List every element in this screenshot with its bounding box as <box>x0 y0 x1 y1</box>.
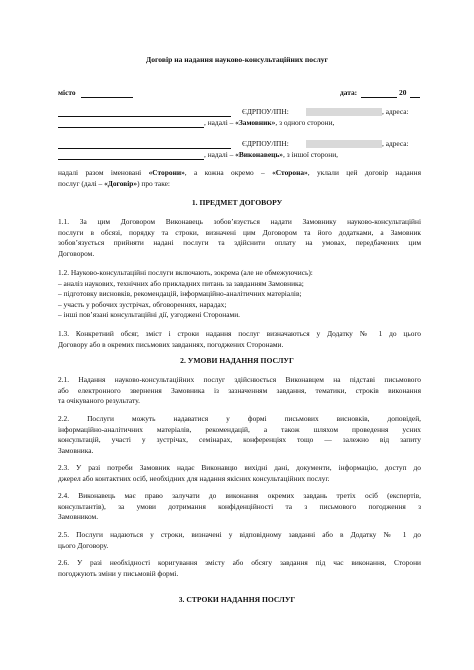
section-heading: 3. СТРОКИ НАДАННЯ ПОСЛУГ <box>178 595 296 604</box>
party1-address-field[interactable] <box>58 119 204 128</box>
document-title: Договір на надання науково-консультаційних послуг <box>146 55 328 64</box>
section-heading: 2. УМОВИ НАДАННЯ ПОСЛУГ <box>180 356 294 365</box>
party1-tail: , надалі – «Замовник», з одного сторони, <box>204 118 335 127</box>
clause-line: або електронного звернення Замовника із зазначенням завдання, тематики, строків виконання <box>58 385 421 395</box>
clause-line: 2.4. Виконавець має право залучати до виконання окремих завдань третіх осіб (експертів, <box>58 491 421 500</box>
clause-line: 2.6. У разі необхідності коригування змісту або обсягу завдання під час виконання, Сторони <box>58 558 421 567</box>
clause-line: консультацій, участі у зустрічах, семінарах, конференціях тощо — залежно від запиту <box>58 435 421 445</box>
clause-line: цього Договору. <box>58 540 109 550</box>
party2-role-line <box>204 150 338 161</box>
clause-line: Замовника. <box>58 445 94 455</box>
intro-line: послуг (далі – «Договір») про таке: <box>58 178 170 188</box>
party1-block <box>58 107 421 131</box>
year-field[interactable] <box>410 89 420 98</box>
party1-edrpou-label: ЄДРПОУ/ІПН: <box>242 107 289 116</box>
party1-address-label: , адреса: <box>382 107 409 116</box>
intro-paragraph <box>58 168 421 189</box>
party1-role-line <box>204 118 334 129</box>
clause-1-3 <box>58 329 421 350</box>
clause-2-5 <box>58 530 421 551</box>
list-item: – підготовку висновків, рекомендацій, інформаційно-аналітичних матеріалів; <box>58 289 302 299</box>
clause-line: інформаційно-аналітичних матеріалів, рекомендацій, а також шляхом проведення усних <box>58 424 421 434</box>
party2-block <box>58 139 421 163</box>
clause-line: 1.1. За цим Договором Виконавець зобов’язується надати Замовнику науково-консультаційні <box>58 217 421 226</box>
party2-address-label: , адреса: <box>382 139 409 148</box>
list-item: – участь у робочих зустрічах, обговореннях, нарадах; <box>58 299 227 309</box>
clause-line: послуги в обсязі, порядку та строки, визначені цим Договором та його додатками, а Замовник <box>58 227 421 237</box>
clause-line: 2.5. Послуги надаються у строки, визначені у відповідному завданні або в Додатку № 1 до <box>58 530 421 539</box>
clause-line: 1.2. Науково-консультаційні послуги включають, зокрема (але не обмежуючись): <box>58 268 313 277</box>
city-date-line <box>58 88 421 99</box>
party2-edrpou-redacted <box>306 140 382 148</box>
intro-line: надалі разом іменовані «Сторони», а кожна окремо – «Сторона», уклали цей договір надання <box>58 168 421 177</box>
list-item: – інші пов’язані консультаційні дії, узгоджені Сторонами. <box>58 310 240 320</box>
clause-2-6 <box>58 558 421 579</box>
party2-address-field[interactable] <box>58 151 204 160</box>
clause-2-1 <box>58 375 421 407</box>
party2-name-field[interactable] <box>58 140 231 149</box>
party2-edrpou-label: ЄДРПОУ/ІПН: <box>242 139 289 148</box>
clause-line: зобов’язується прийняти надані послуги та здійснити оплату на умовах, передбачених цим <box>58 238 421 248</box>
section-heading: 1. ПРЕДМЕТ ДОГОВОРУ <box>191 198 283 207</box>
date-label: дата: <box>340 88 358 97</box>
clause-line: Договором. <box>58 248 95 258</box>
clause-2-4 <box>58 491 421 523</box>
clause-line: джерел або контактних осіб, необхідних для надання якісних консультаційних послуг. <box>58 473 330 483</box>
party1-edrpou-redacted <box>306 108 382 116</box>
city-field[interactable] <box>81 89 133 98</box>
clause-line: та очікуваного результату. <box>58 396 140 406</box>
party2-tail: , надалі – «Виконавець», з іншої сторони, <box>204 150 339 159</box>
clause-1-1 <box>58 217 421 259</box>
list-item: – аналіз наукових, технічних або прикладних питань за завданням Замовника; <box>58 278 304 288</box>
clause-line: Договору або в окремих письмових завданнях, погоджених Сторонами. <box>58 339 284 349</box>
date-field[interactable] <box>361 89 397 98</box>
year-prefix: 20 <box>399 88 407 97</box>
clause-line: погоджують зміни у письмовій формі. <box>58 568 179 578</box>
clause-1-2 <box>58 268 421 321</box>
party1-name-field[interactable] <box>58 108 231 117</box>
clause-line: консультантів), за умови дотримання конфіденційності та з письмового погодження з <box>58 501 421 511</box>
clause-line: 2.3. У разі потреби Замовник надає Виконавцю вихідні дані, документи, інформацію, доступ до <box>58 463 421 472</box>
clause-line: Замовником. <box>58 512 99 522</box>
clause-line: 2.2. Послуги можуть надаватися у формі письмових висновків, доповідей, <box>58 414 421 423</box>
city-label: місто <box>58 88 76 97</box>
clause-2-3 <box>58 463 421 484</box>
clause-line: 1.3. Конкретний обсяг, зміст і строки надання послуг визначаються у Додатку № 1 до цього <box>58 329 421 338</box>
clause-2-2 <box>58 414 421 456</box>
clause-line: 2.1. Надання науково-консультаційних послуг здійснюється Виконавцем на підставі письмового <box>58 375 421 384</box>
